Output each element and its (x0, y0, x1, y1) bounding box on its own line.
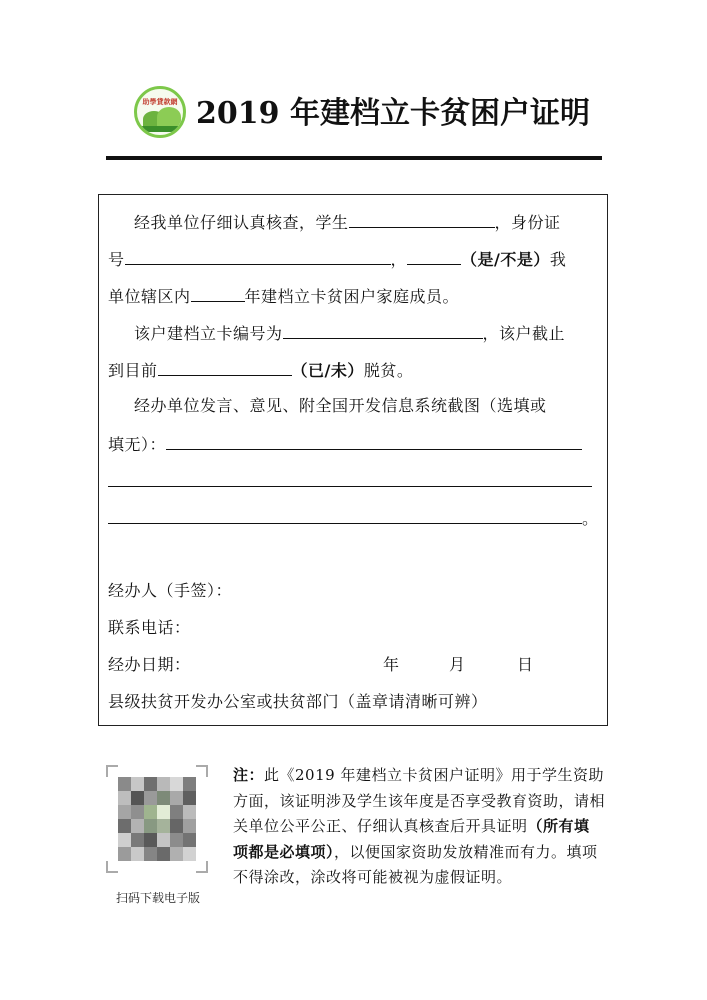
date-day: 日 (517, 655, 534, 674)
qr-caption: 扫码下载电子版 (115, 891, 200, 905)
student-intro-text: 经我单位仔细认真核查，学生 (134, 213, 349, 232)
id-number-field[interactable] (125, 248, 391, 265)
form-line-year (108, 285, 459, 307)
date-label: 经办日期： (108, 655, 191, 674)
note-label: 注： (233, 766, 265, 784)
note-bold-text: （所有填项都是必填项） (233, 817, 590, 861)
file-number-field[interactable] (283, 322, 483, 339)
qr-pixel-grid (118, 777, 196, 861)
student-name-field[interactable] (349, 211, 495, 228)
certificate-form (98, 194, 608, 726)
form-line-number (134, 322, 565, 344)
poverty-status-field[interactable] (158, 359, 292, 376)
logo-ground (141, 126, 179, 132)
form-line-opinion-4 (108, 507, 599, 529)
note-paragraph (233, 763, 605, 891)
separator-comma: ， (390, 250, 408, 269)
is-member-field[interactable] (407, 248, 461, 265)
opinion-field-3[interactable] (108, 507, 582, 524)
cutoff-text: ，该户截止 (482, 324, 566, 343)
note-text-1: 此《2019 年建档立卡贫困户证明》用于学生资助方面，该证明涉及学生该年度是否享受教育资助，请相关单位公平公正、仔细认真核查后开具证明 (233, 766, 606, 835)
our-text: 我 (549, 250, 567, 269)
id-label-end: 号 (108, 250, 125, 269)
page-title: 2019 年建档立卡贫困户证明 (196, 96, 590, 131)
date-year: 年 (383, 655, 400, 674)
member-text: 年建档立卡贫困户家庭成员。 (244, 287, 460, 306)
form-line-opinion-3 (108, 470, 592, 492)
note-text-2: ，以便国家资助发放精准而有力。填项不得涂改，涂改将可能被视为虚假证明。 (233, 842, 598, 886)
file-number-label: 该户建档立卡编号为 (134, 324, 283, 343)
qr-code[interactable] (106, 765, 208, 873)
date-month: 月 (449, 655, 466, 674)
is-member-options: （是/不是） (461, 250, 550, 269)
logo-text: 助學貸款網 (142, 98, 178, 106)
phone-label: 联系电话： (108, 618, 191, 637)
opinion-field-2[interactable] (108, 470, 592, 487)
qr-frame-corner (196, 861, 208, 873)
end-period: 。 (582, 509, 599, 528)
jurisdiction-text: 单位辖区内 (108, 287, 191, 306)
form-line-id (108, 248, 566, 270)
form-line-student (134, 211, 561, 233)
page-header (0, 82, 707, 142)
form-line-status (108, 359, 413, 381)
opinion-field-1[interactable] (166, 433, 582, 450)
to-date-text: 到目前 (108, 361, 158, 380)
title-divider (106, 156, 602, 160)
qr-frame-corner (196, 765, 208, 777)
out-of-poverty-text: 脱贫。 (363, 361, 414, 380)
id-label-start: ，身份证 (494, 213, 561, 232)
qr-frame-corner (106, 765, 118, 777)
form-line-opinion (134, 396, 547, 416)
form-line-opinion-2 (108, 433, 582, 455)
status-options: （已/未） (291, 361, 364, 380)
logo-hill-right (157, 107, 181, 127)
opinion-label: 经办单位发言、意见、附全国开发信息系统截图（选填或 (134, 396, 547, 415)
qr-frame-corner (106, 861, 118, 873)
site-logo (134, 86, 186, 138)
opinion-label-end: 填无）： (108, 435, 167, 454)
handler-label: 经办人（手签）： (108, 581, 233, 600)
year-field[interactable] (191, 285, 245, 302)
seal-instruction: 县级扶贫开发办公室或扶贫部门（盖章请清晰可辨） (108, 692, 488, 711)
date-line (108, 655, 191, 675)
